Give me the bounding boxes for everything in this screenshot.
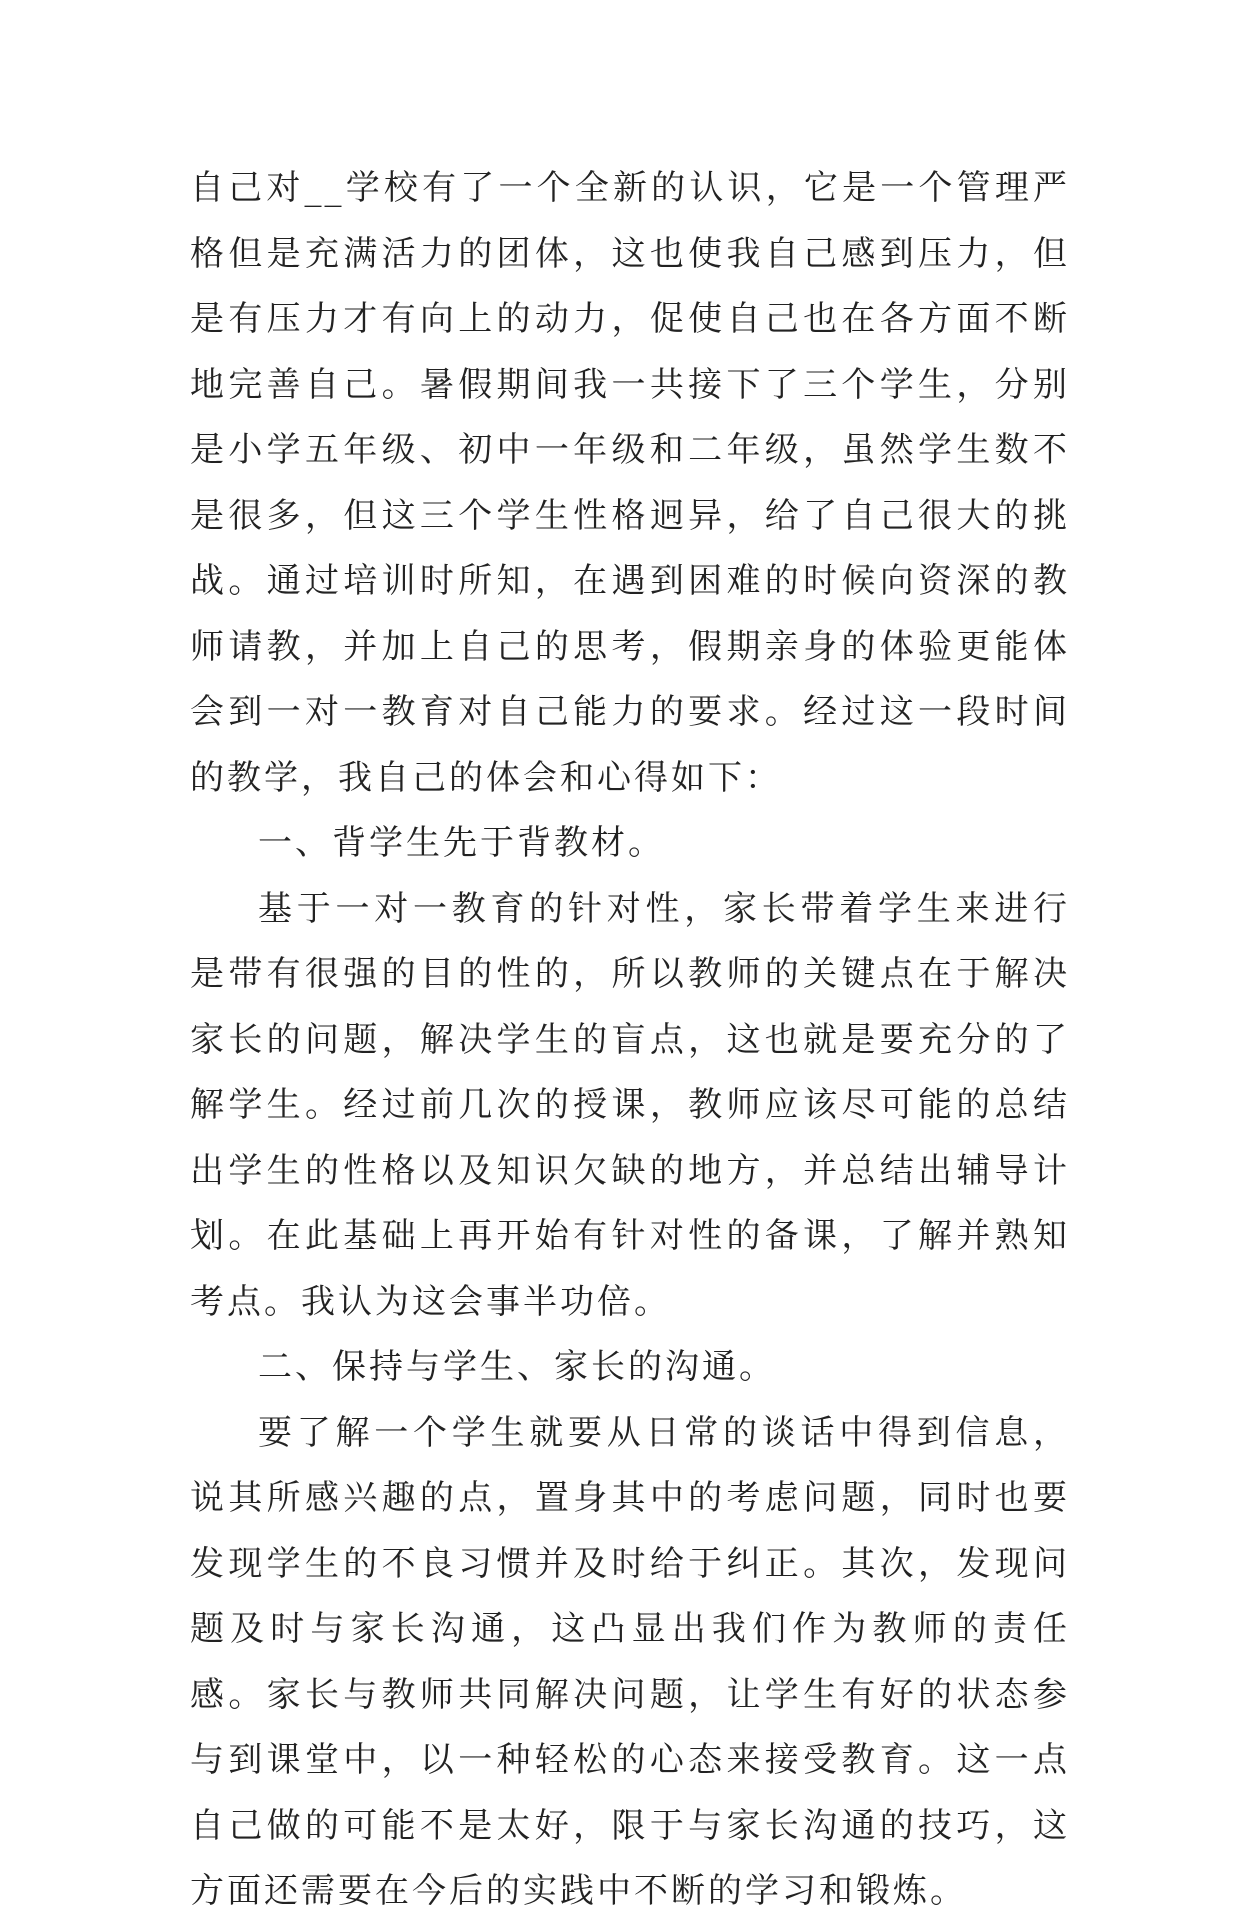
section-heading-2: 二、保持与学生、家长的沟通。 (258, 1347, 776, 1387)
paragraph-section-1: 基于一对一教育的针对性，家长带着学生来进行是带有很强的目的性的，所以教师的关键点在于解决家长的问题，解决学生的盲点，这也就是要充分的了解学生。经过前几次的授课，教师应该尽可能的总结出学生的性格以及知识欠缺的地方，并总结出辅导计划。在此基础上再开始有针对性的备课，了解并熟知考点。我认为这会事半功倍。 (190, 888, 1070, 1322)
document-body (190, 156, 1070, 1925)
section-heading-1: 一、背学生先于背教材。 (258, 823, 665, 863)
paragraph-intro-continuation: 自己对__学校有了一个全新的认识，它是一个管理严格但是充满活力的团体，这也使我自己感到压力，但是有压力才有向上的动力，促使自己也在各方面不断地完善自己。暑假期间我一共接下了三个学生，分别是小学五年级、初中一年级和二年级，虽然学生数不是很多，但这三个学生性格迥异，给了自己很大的挑战。通过培训时所知，在遇到困难的时候向资深的教师请教，并加上自己的思考，假期亲身的体验更能体会到一对一教育对自己能力的要求。经过这一段时间的教学，我自己的体会和心得如下： (190, 168, 1070, 798)
paragraph-section-2: 要了解一个学生就要从日常的谈话中得到信息，说其所感兴趣的点，置身其中的考虑问题，同时也要发现学生的不良习惯并及时给于纠正。其次，发现问题及时与家长沟通，这凸显出我们作为教师的责任感。家长与教师共同解决问题，让学生有好的状态参与到课堂中，以一种轻松的心态来接受教育。这一点自己做的可能不是太好，限于与家长沟通的技巧，这方面还需要在今后的实践中不断的学习和锻炼。 (190, 1412, 1070, 1911)
